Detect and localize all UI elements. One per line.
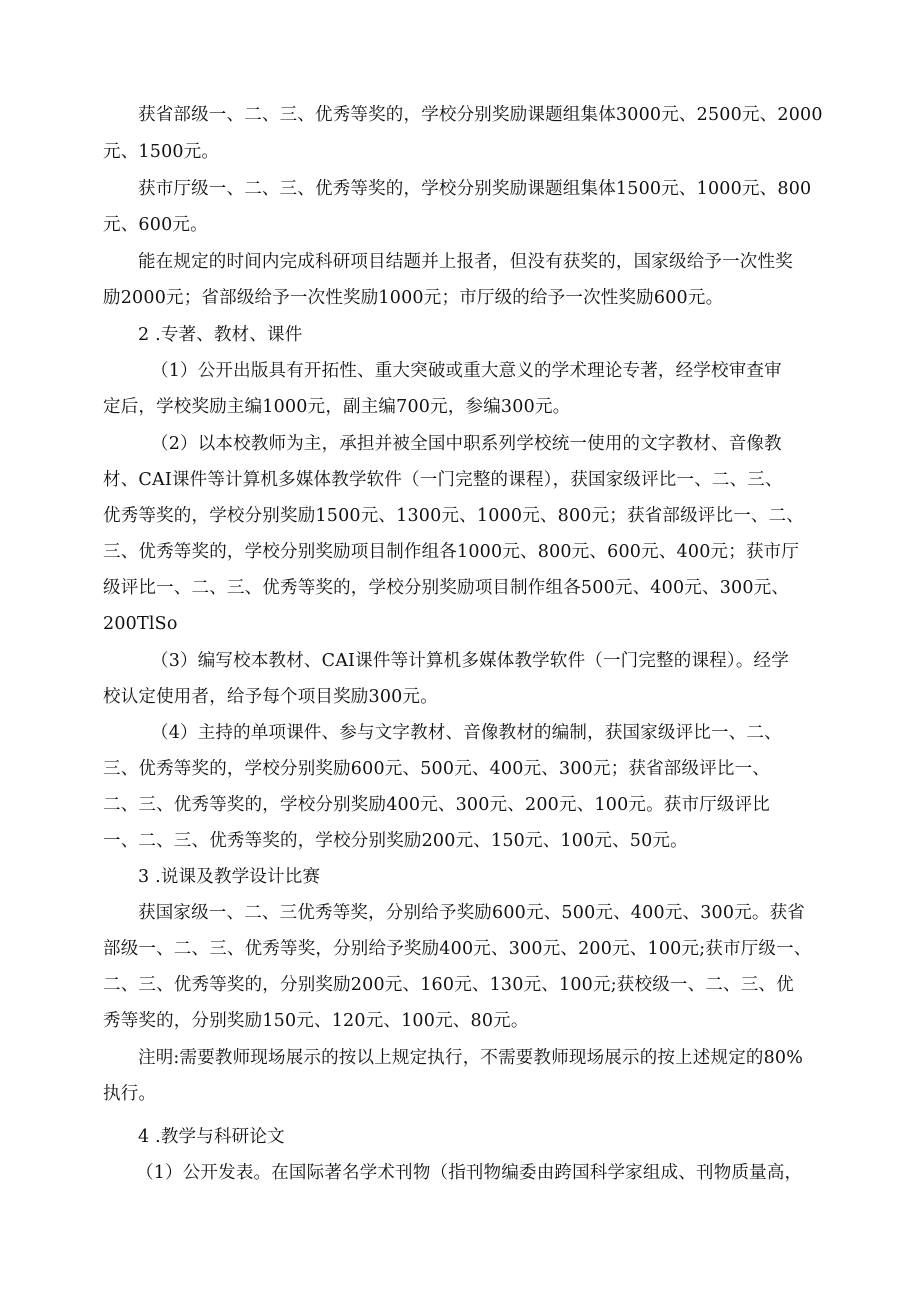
paragraph-line: （2）以本校教师为主，承担并被全国中职系列学校统一使用的文字教材、音像教: [151, 434, 782, 454]
paragraph-line: 部级一、二、三、优秀等奖，分别给予奖励400元、300元、200元、100元;获市厅级一、: [103, 939, 812, 959]
paragraph-line: 定后，学校奖励主编1000元，副主编700元，参编300元。: [103, 397, 571, 417]
paragraph-line: 元、600元。: [103, 215, 208, 235]
paragraph-line: 二、三、优秀等奖的，分别奖励200元、160元、130元、100元;获校级一、二、三、优: [103, 975, 794, 995]
paragraph-line: （4）主持的单项课件、参与文字教材、音像教材的编制，获国家级评比一、二、: [151, 723, 782, 743]
paragraph-line: 能在规定的时间内完成科研项目结题并上报者，但没有获奖的，国家级给予一次性奖: [138, 252, 793, 272]
paragraph-line: 200TlSo: [103, 614, 178, 634]
paragraph-line: 获国家级一、二、三优秀等奖，分别给予奖励600元、500元、400元、300元。获省: [138, 903, 806, 923]
section-heading-3: 3 .说课及教学设计比赛: [138, 867, 321, 887]
paragraph-line: 校认定使用者，给予每个项目奖励300元。: [103, 687, 438, 707]
paragraph-line: （3）编写校本教材、CAI课件等计算机多媒体教学软件（一门完整的课程）。经学: [151, 651, 789, 671]
note-line: 执行。: [103, 1084, 157, 1104]
paragraph-line: 优秀等奖的，学校分别奖励1500元、1300元、1000元、800元；获省部级评比一、二、: [103, 506, 805, 526]
paragraph-line: 三、优秀等奖的，学校分别奖励600元、500元、400元、300元；获省部级评比一、: [103, 759, 771, 779]
paragraph-line: 二、三、优秀等奖的，学校分别奖励400元、300元、200元、100元。获市厅级评比: [103, 795, 771, 815]
section-heading-4: 4 .教学与科研论文: [138, 1127, 285, 1147]
paragraph-line: 获省部级一、二、三、优秀等奖的，学校分别奖励课题组集体3000元、2500元、2000: [138, 105, 823, 125]
paragraph-line: 级评比一、二、三、优秀等奖的，学校分别奖励项目制作组各500元、400元、300元、: [103, 578, 790, 598]
paragraph-line: 材、CAI课件等计算机多媒体教学软件（一门完整的课程），获国家级评比一、二、三、: [103, 470, 783, 490]
paragraph-line: 励2000元；省部级给予一次性奖励1000元；市厅级的给予一次性奖励600元。: [103, 288, 724, 308]
paragraph-line: （1）公开出版具有开拓性、重大突破或重大意义的学术理论专著，经学校审查审: [151, 361, 782, 381]
paragraph-line: 元、1500元。: [103, 142, 220, 162]
paragraph-line: 一、二、三、优秀等奖的，学校分别奖励200元、150元、100元、50元。: [103, 831, 688, 851]
paragraph-line: 三、优秀等奖的，学校分别奖励项目制作组各1000元、800元、600元、400元；获市厅: [103, 542, 800, 562]
section-heading-2: 2 .专著、教材、课件: [138, 325, 303, 345]
paragraph-line: 秀等奖的，分别奖励150元、120元、100元、80元。: [103, 1011, 529, 1031]
paragraph-line: （1）公开发表。在国际著名学术刊物（指刊物编委由跨国科学家组成、刊物质量高，: [136, 1163, 803, 1183]
note-line: 注明:需要教师现场展示的按以上规定执行，不需要教师现场展示的按上述规定的80%: [138, 1048, 804, 1068]
paragraph-line: 获市厅级一、二、三、优秀等奖的，学校分别奖励课题组集体1500元、1000元、800: [138, 179, 812, 199]
